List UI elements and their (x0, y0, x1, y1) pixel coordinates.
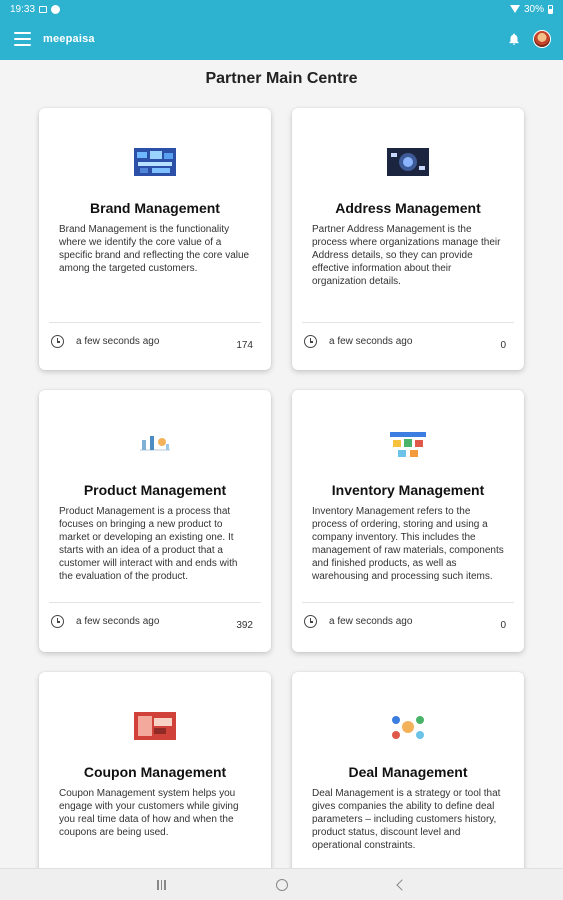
bell-icon[interactable] (507, 32, 521, 46)
card-title: Address Management (335, 200, 481, 216)
card-brand-management[interactable] (39, 108, 271, 370)
card-coupon-management[interactable] (39, 672, 271, 892)
deal-image-icon (387, 712, 429, 742)
app-title: meepaisa (43, 33, 95, 45)
card-divider (49, 322, 261, 323)
card-address-management[interactable] (292, 108, 524, 370)
gallery-icon (39, 6, 47, 13)
card-deal-management[interactable] (292, 672, 524, 892)
card-title: Inventory Management (331, 482, 485, 498)
system-nav-bar (0, 868, 563, 900)
card-footer (51, 332, 253, 351)
back-icon[interactable] (396, 879, 407, 890)
card-timestamp: a few seconds ago (76, 616, 160, 627)
product-image-icon (134, 430, 176, 458)
card-description: Brand Management is the functionality where we identify the core value of a specific brand and reflecting the core value among the targeted customers. (59, 224, 250, 274)
card-divider (302, 602, 514, 603)
card-description: Inventory Management refers to the process of ordering, storing and using a company inventory. This includes the management of raw materials, components and finished products, as well as warehousing and processing such items. (312, 506, 504, 582)
card-count: 392 (236, 620, 253, 631)
card-count: 174 (236, 340, 253, 351)
card-description: Product Management is a process that focuses on bringing a new product to market or developing an existing one. It starts with an idea of a product that a customer will interact with and ends with the evaluation of the product. (59, 506, 238, 582)
wifi-icon (510, 5, 520, 13)
card-timestamp: a few seconds ago (329, 616, 413, 627)
card-timestamp: a few seconds ago (329, 336, 413, 347)
clock-icon (304, 615, 317, 628)
card-title: Product Management (83, 482, 227, 498)
card-description: Deal Management is a strategy or tool that gives companies the ability to define deal parameters – including customers history, product status, discount level and operational constraints. (312, 788, 501, 851)
card-product-management[interactable] (39, 390, 271, 652)
recents-icon[interactable] (157, 880, 166, 890)
clock-icon (51, 615, 64, 628)
page-title: Partner Main Centre (205, 70, 358, 87)
card-footer (304, 612, 506, 631)
card-footer (304, 332, 506, 351)
hamburger-icon[interactable] (14, 32, 31, 46)
inventory-image-icon (387, 430, 429, 460)
home-icon[interactable] (276, 879, 288, 891)
clock-icon (51, 335, 64, 348)
card-count: 0 (500, 620, 506, 631)
clock-icon (304, 335, 317, 348)
card-title: Coupon Management (83, 764, 227, 780)
card-count: 0 (500, 340, 506, 351)
notification-icon (51, 5, 60, 14)
card-title: Deal Management (348, 764, 468, 780)
card-timestamp: a few seconds ago (76, 336, 160, 347)
coupon-image-icon (134, 712, 176, 740)
battery-icon (548, 5, 553, 14)
card-title: Brand Management (90, 200, 220, 216)
battery-percent: 30% (523, 3, 544, 15)
avatar[interactable] (533, 30, 551, 48)
status-time: 19:33 (10, 3, 36, 15)
card-description: Coupon Management system helps you engage with your customers while giving you real time data of how and when the coupons are being used. (59, 788, 239, 838)
card-description: Partner Address Management is the process where organizations manage their Address details, so they can provide effective information about their organization details. (312, 224, 501, 287)
card-footer (51, 612, 253, 631)
status-bar (0, 0, 563, 18)
card-divider (302, 322, 514, 323)
brand-image-icon (134, 148, 176, 176)
card-inventory-management[interactable] (292, 390, 524, 652)
app-bar (0, 18, 563, 60)
card-divider (49, 602, 261, 603)
address-image-icon (387, 148, 429, 176)
